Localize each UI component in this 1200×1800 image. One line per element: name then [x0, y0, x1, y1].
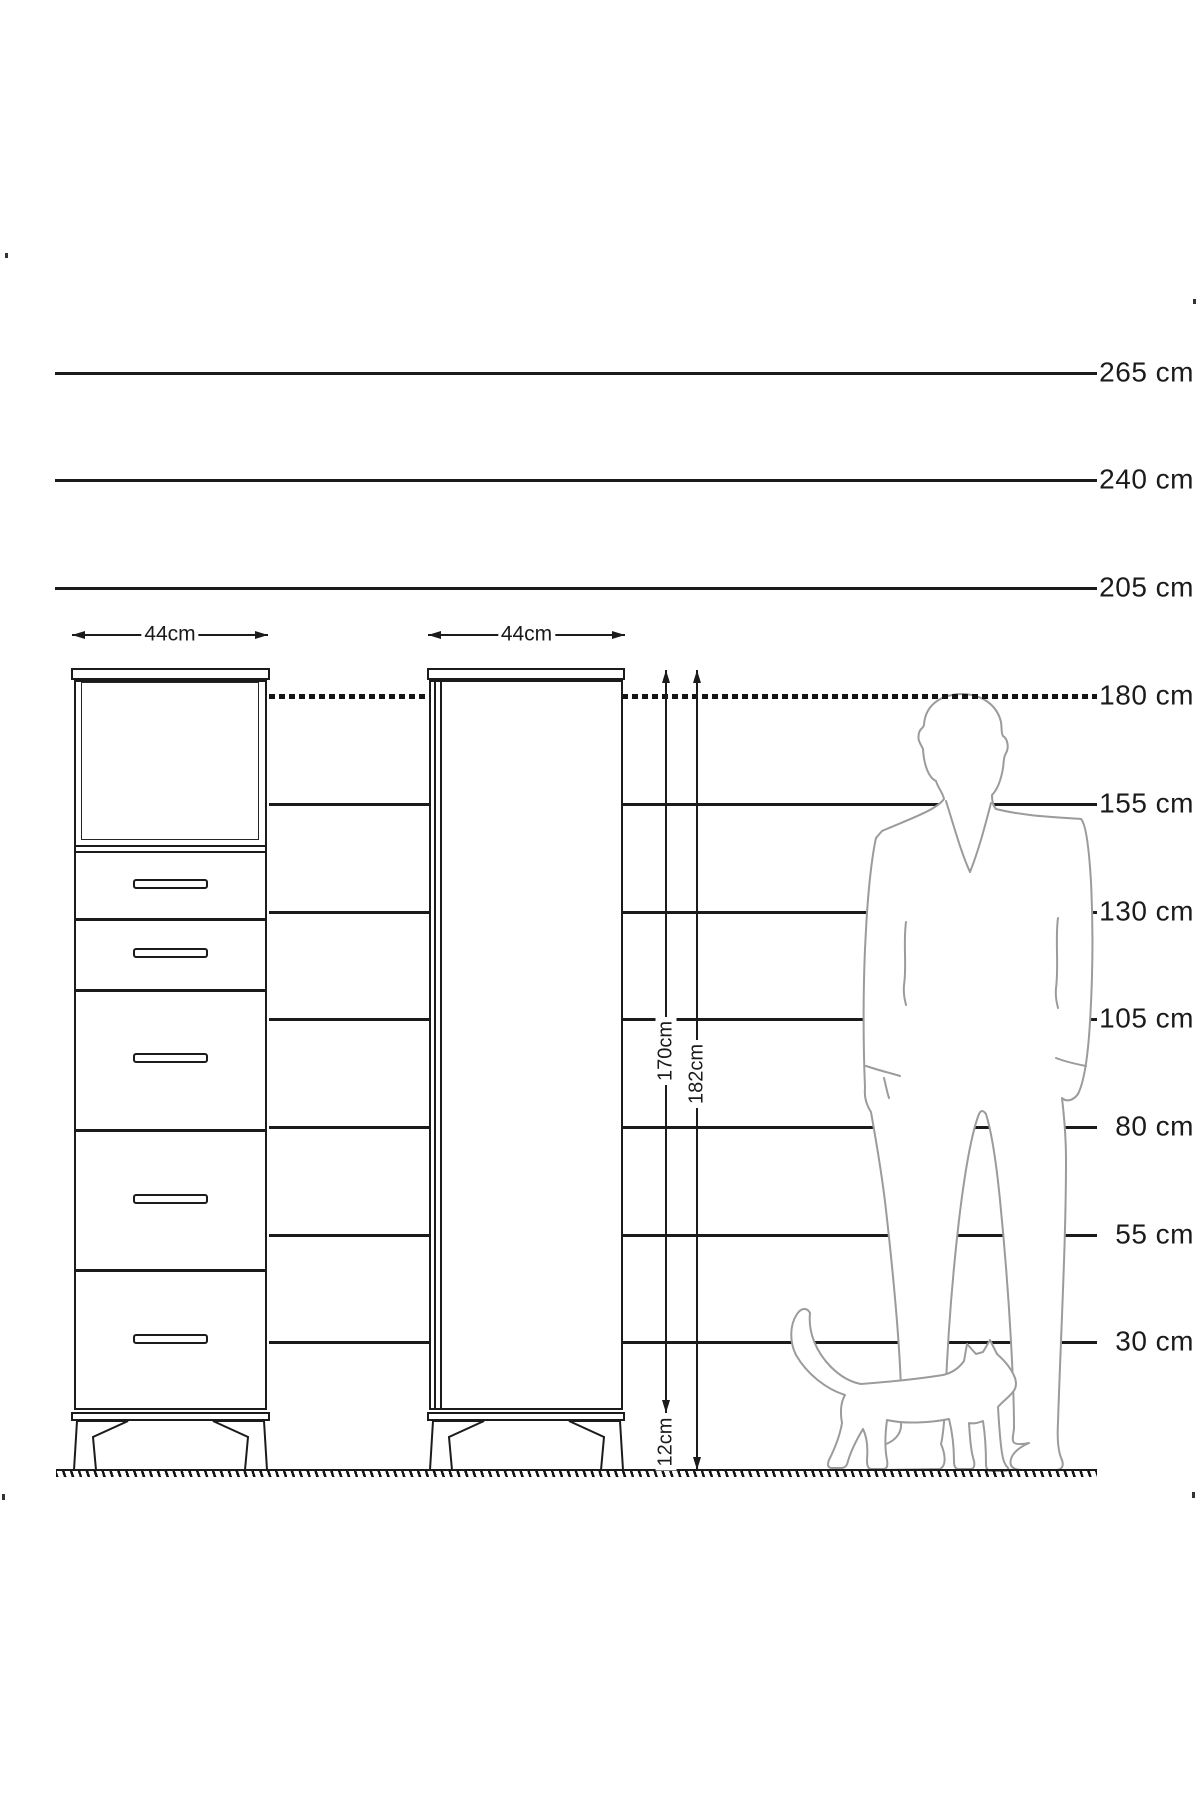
height-label: 205 cm [1099, 571, 1194, 603]
height-label: 180 cm [1099, 679, 1194, 711]
height-label: 155 cm [1099, 787, 1194, 819]
right-cabinet-width-label: 44cm [498, 624, 555, 646]
height-label: 55 cm [1115, 1218, 1194, 1250]
height-label: 80 cm [1115, 1110, 1194, 1142]
cabinet-total-height-label: 182cm [687, 1040, 708, 1108]
cabinet-leg-height-label: 12cm [656, 1414, 677, 1471]
height-label: 265 cm [1099, 356, 1194, 388]
height-label: 130 cm [1099, 895, 1194, 927]
height-label: 30 cm [1115, 1325, 1194, 1357]
height-label: 240 cm [1099, 463, 1194, 495]
cabinet-body-height-label: 170cm [656, 1017, 677, 1085]
height-label: 105 cm [1099, 1002, 1194, 1034]
left-cabinet-width-label: 44cm [141, 624, 198, 646]
